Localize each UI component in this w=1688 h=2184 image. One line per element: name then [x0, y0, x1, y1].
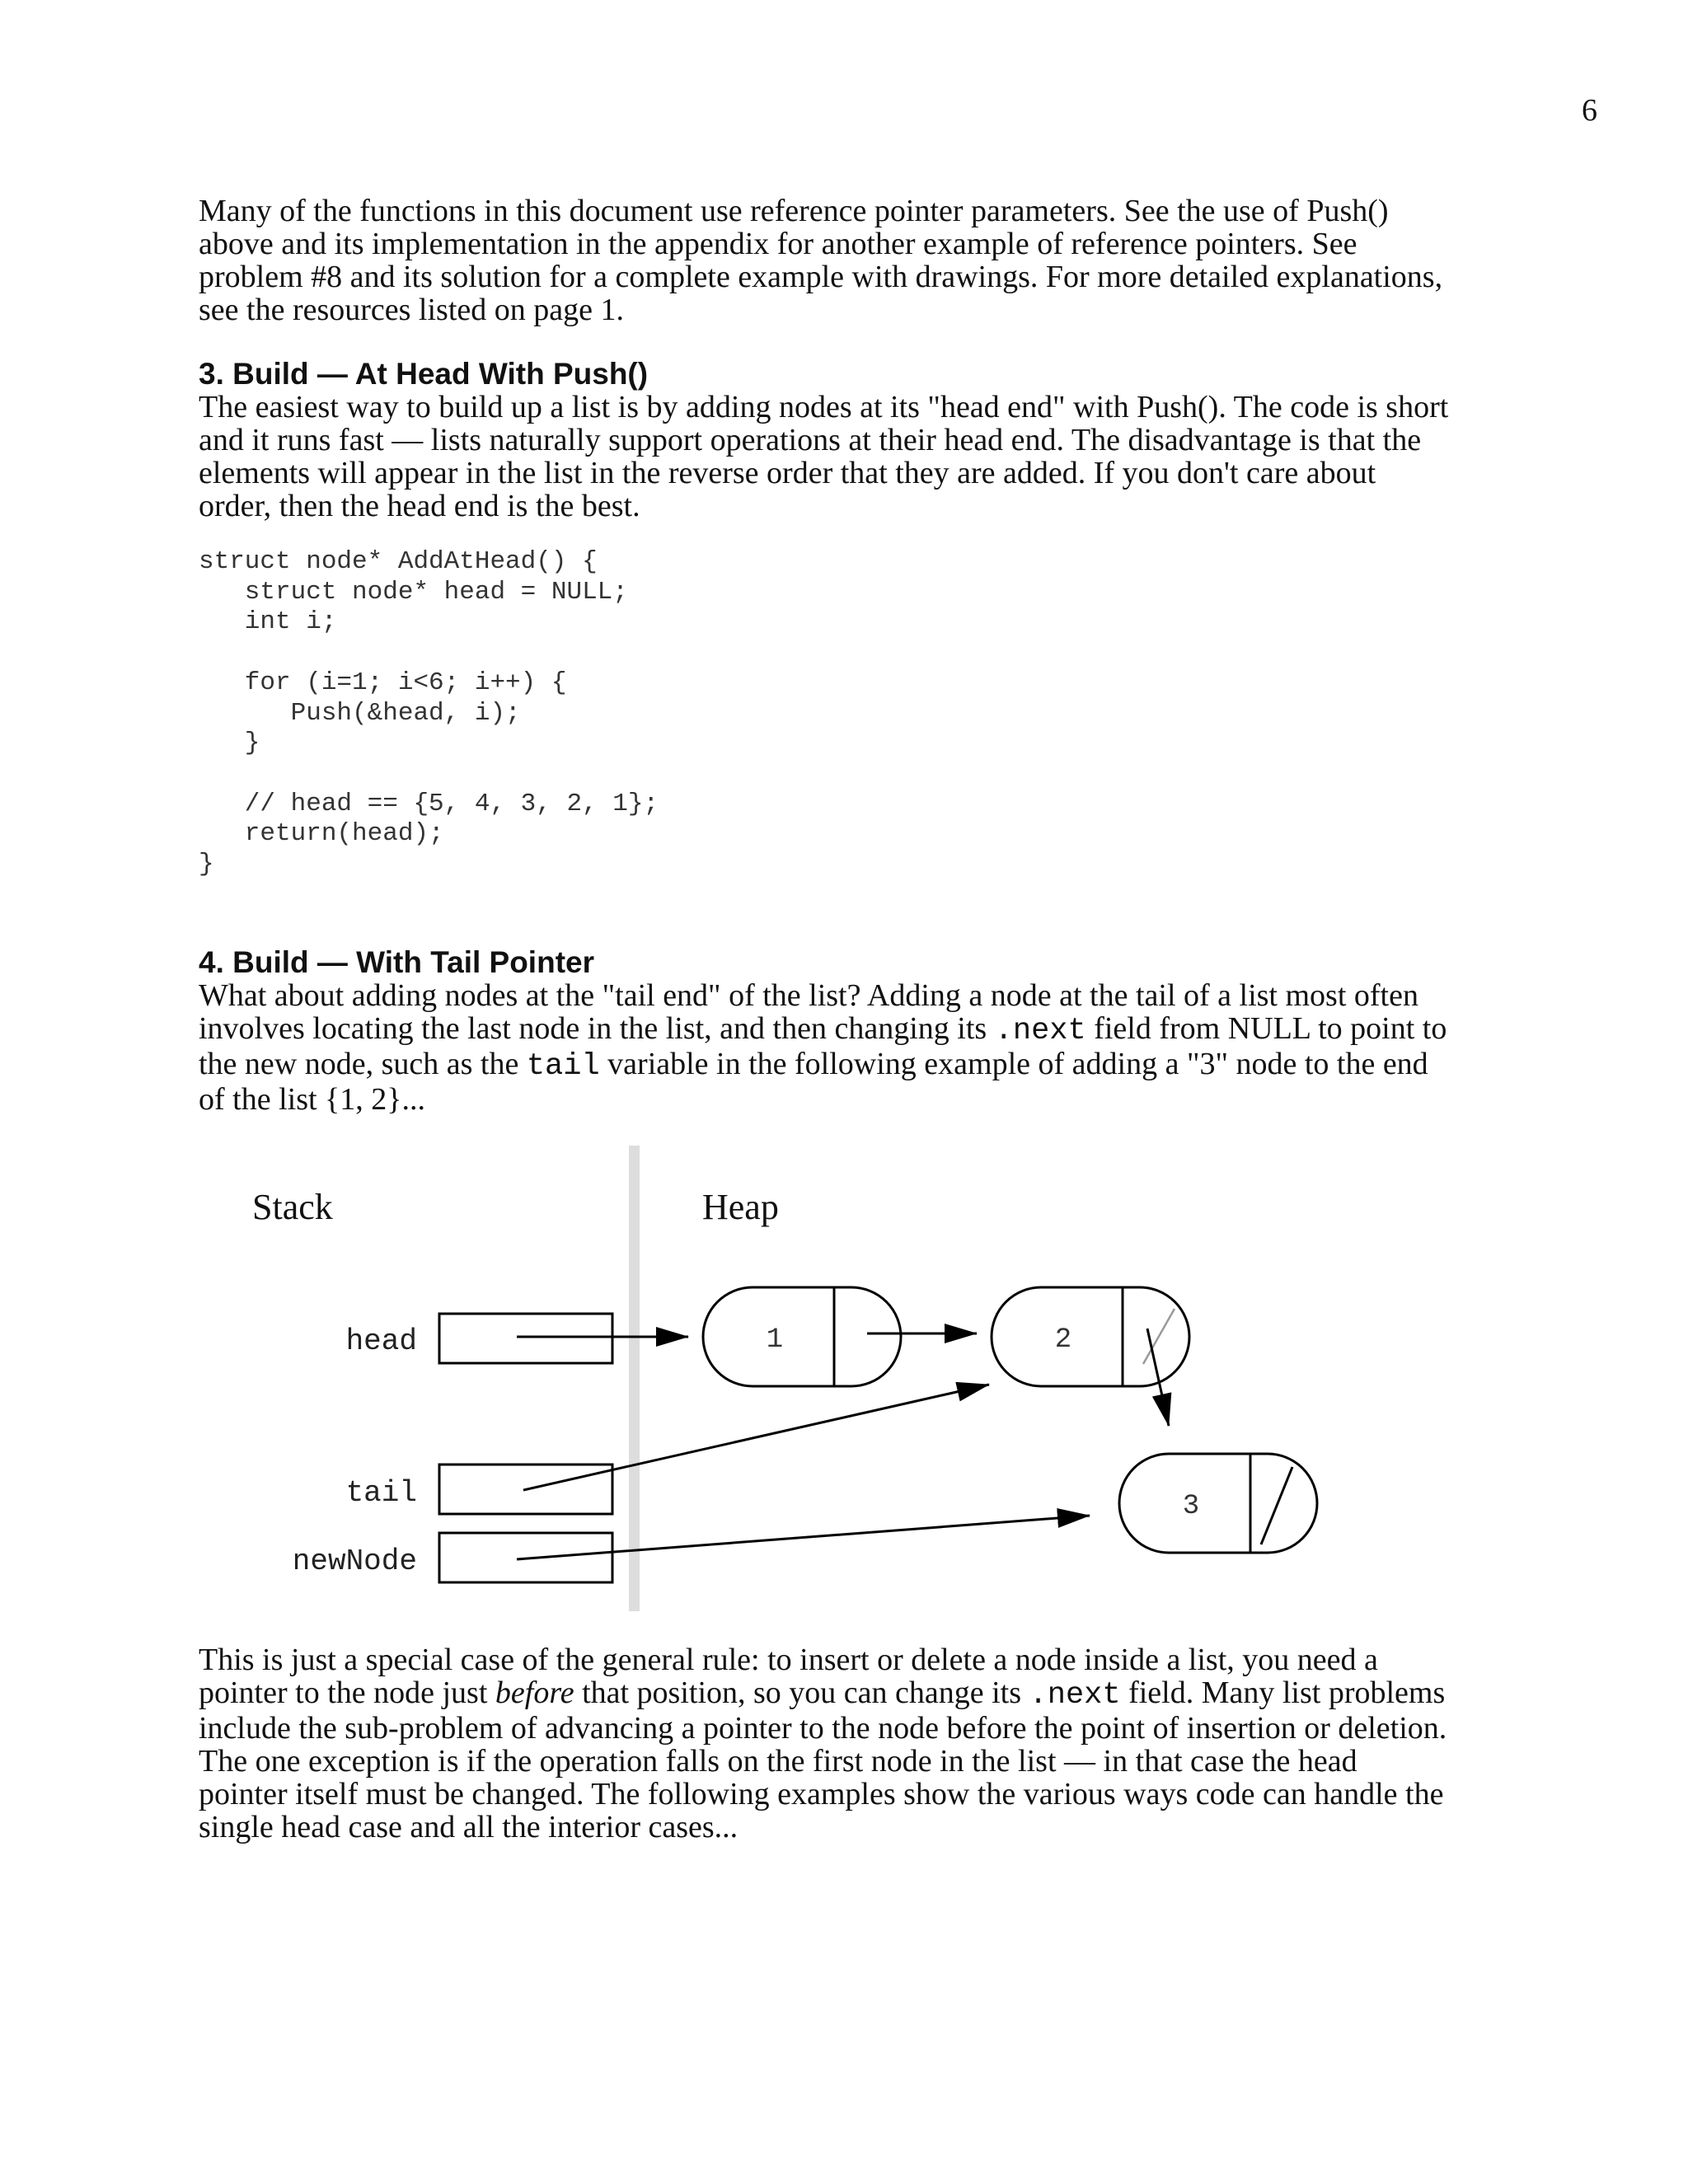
node-3 — [1119, 1454, 1317, 1553]
page-number: 6 — [1582, 93, 1597, 128]
code-next-inline: .next — [994, 1014, 1086, 1048]
heap-label: Heap — [702, 1187, 779, 1227]
intro-paragraph: Many of the functions in this document use reference pointer parameters. See the use of Push() above and its implementation in the appendix for another example of reference pointers. See problem #8 and its solution for a complete example with drawings. For more detailed explanations, see the resources listed on page 1. — [199, 194, 1443, 327]
section-3-heading: 3. Build — At Head With Push() — [199, 357, 649, 391]
section-4-text-3: variable in the following example of adding a "3" node to the end of the list {1, 2}... — [199, 1047, 1428, 1117]
stack-heap-divider — [629, 1146, 640, 1611]
newnode-var-label: newNode — [292, 1544, 417, 1578]
section-3-paragraph: The easiest way to build up a list is by adding nodes at its "head end" with Push(). The code is short and it runs fast — lists naturally support operations at their head end. The disadvantage is that the elements will appear in the list in the reverse order that they are added. If you don't care about order, then the head end is the best. — [199, 390, 1449, 523]
section-4-text-2: field from NULL to point to the new node, such as the — [199, 1011, 1447, 1081]
closing-text-2: that position, so you can change its — [574, 1675, 1029, 1710]
add-at-head-code: struct node* AddAtHead() { struct node* head = NULL; int i; for (i=1; i<6; i++) { Push(&head, i); } // head == {5, 4, 3, 2, 1}; return(head); } — [199, 547, 659, 879]
node-1 — [703, 1287, 901, 1386]
head-var-label: head — [345, 1324, 417, 1358]
node-2-value: 2 — [1054, 1324, 1072, 1356]
closing-code-next: .next — [1029, 1678, 1121, 1713]
node-1-value: 1 — [766, 1324, 784, 1356]
head-pointer-box — [439, 1314, 612, 1363]
closing-paragraph — [199, 1643, 1451, 1844]
node-3-value: 3 — [1182, 1491, 1200, 1522]
section-4-heading: 4. Build — With Tail Pointer — [199, 945, 594, 979]
code-tail-inline: tail — [526, 1049, 600, 1084]
section-4-text-1: What about adding nodes at the "tail end" of the list? Adding a node at the tail of a list most often involves locating the last node in the list, and then changing its — [199, 978, 1418, 1046]
closing-emphasis: before — [495, 1675, 574, 1710]
closing-text-3: field. Many list problems include the sub-problem of advancing a pointer to the node before the point of insertion or deletion. The one exception is if the operation falls on the first node in the list — in that case the head pointer itself must be changed. The following examples show the various ways code can handle the single head case and all the interior cases... — [199, 1675, 1447, 1844]
tail-to-node-2-arrow — [523, 1385, 989, 1490]
closing-text-1: This is just a special case of the general rule: to insert or delete a node inside a list, you need a pointer to the node just — [199, 1643, 1378, 1710]
tail-var-label: tail — [345, 1476, 417, 1510]
stack-label: Stack — [252, 1187, 333, 1227]
